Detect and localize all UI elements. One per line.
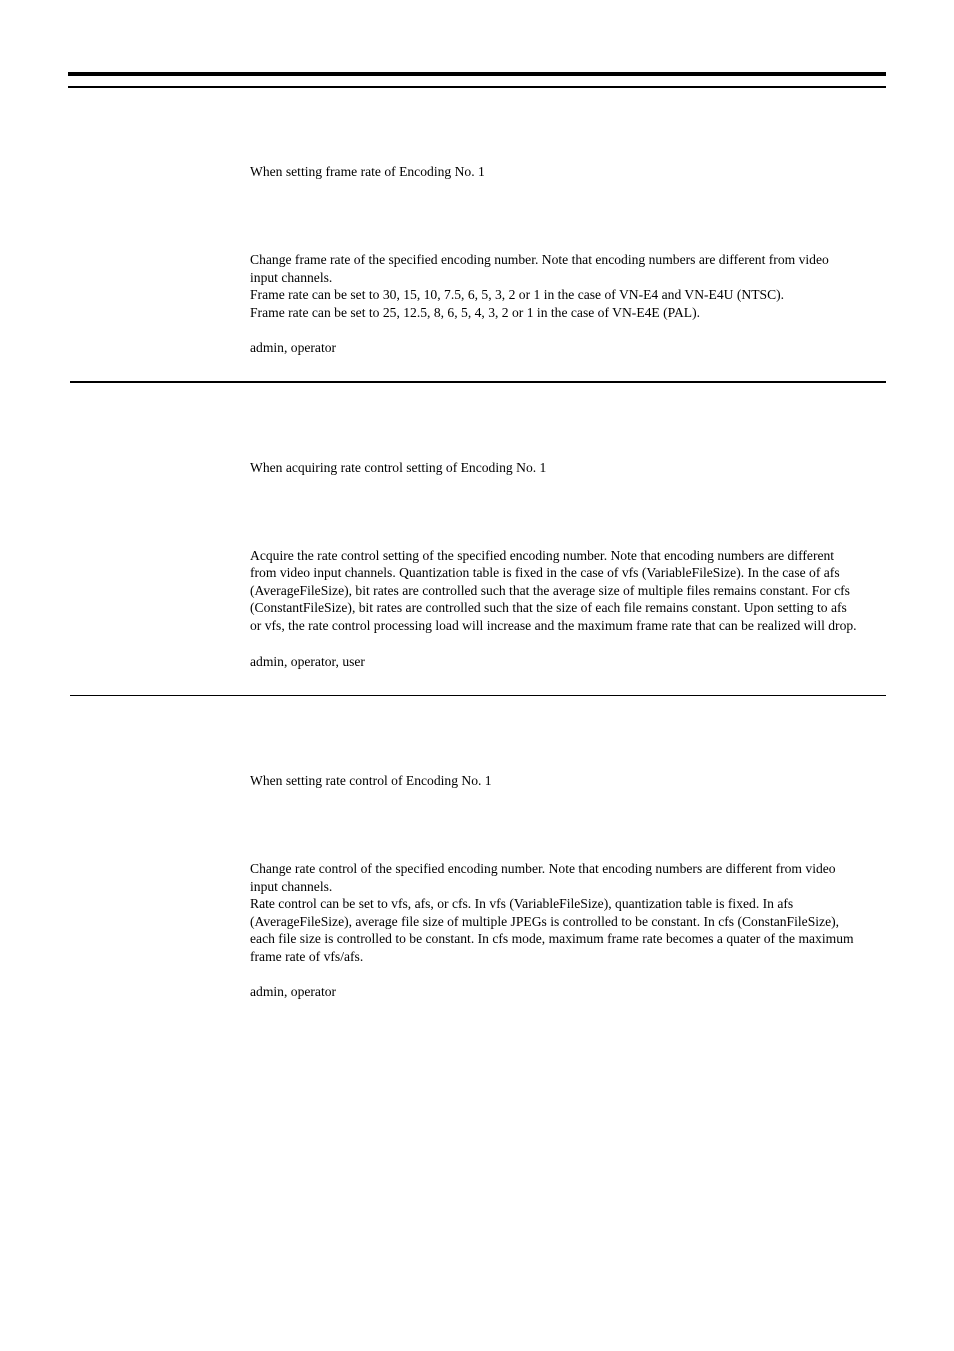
description-line: Acquire the rate control setting of the specified encoding number. Note that encoding numbers are different <box>250 548 835 563</box>
description-line: Change rate control of the specified encoding number. Note that encoding numbers are different from video <box>250 861 836 876</box>
privilege-text: admin, operator <box>250 340 337 355</box>
description-line: or vfs, the rate control processing load will increase and the maximum frame rate that can be realized will drop. <box>250 618 857 633</box>
privilege-text: admin, operator, user <box>250 654 365 669</box>
description-line: Frame rate can be set to 25, 12.5, 8, 6, 5, 4, 3, 2 or 1 in the case of VN-E4E (PAL). <box>250 305 701 320</box>
description-line: input channels. <box>250 270 333 285</box>
description-line: frame rate of vfs/afs. <box>250 949 364 964</box>
description-line: Rate control can be set to vfs, afs, or cfs. In vfs (VariableFileSize), quantization table is fixed. In afs <box>250 896 794 911</box>
section-divider <box>70 381 886 383</box>
description-line: each file size is controlled to be constant. In cfs mode, maximum frame rate becomes a quater of the maximum <box>250 931 854 946</box>
description-line: (AverageFileSize), bit rates are controlled such that the average size of multiple files remains constant. For cfs <box>250 583 850 598</box>
example-text: When setting rate control of Encoding No. 1 <box>250 773 492 788</box>
description-line: Frame rate can be set to 30, 15, 10, 7.5, 6, 5, 3, 2 or 1 in the case of VN-E4 and VN-E4U (NTSC). <box>250 287 785 302</box>
example-text: When acquiring rate control setting of Encoding No. 1 <box>250 460 547 475</box>
description-line: from video input channels. Quantization table is fixed in the case of vfs (VariableFileSize). In the case of afs <box>250 565 840 580</box>
privilege-text: admin, operator <box>250 984 337 999</box>
header-thin-rule <box>68 86 886 88</box>
header-thick-rule <box>68 72 886 76</box>
description-line: (AverageFileSize), average file size of multiple JPEGs is controlled to be constant. In cfs (ConstanFileSize), <box>250 914 840 929</box>
description-line: input channels. <box>250 879 333 894</box>
example-text: When setting frame rate of Encoding No. 1 <box>250 164 485 179</box>
description-line: Change frame rate of the specified encoding number. Note that encoding numbers are different from video <box>250 252 829 267</box>
description-line: (ConstantFileSize), bit rates are controlled such that the size of each file remains constant. Upon setting to afs <box>250 600 847 615</box>
section-divider <box>70 695 886 696</box>
